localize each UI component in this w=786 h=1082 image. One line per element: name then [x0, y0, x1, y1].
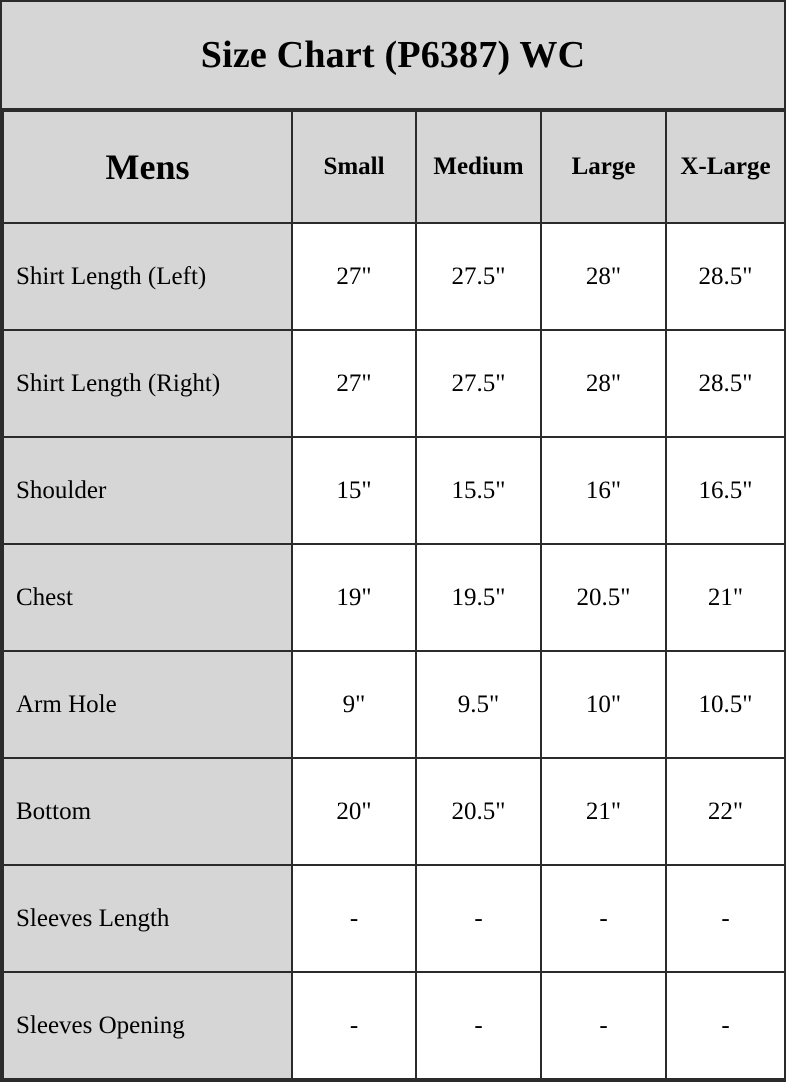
column-header-small: Small: [292, 111, 416, 223]
cell-value: 10": [541, 651, 666, 758]
table-row: [3, 437, 785, 544]
cell-value: 27": [292, 330, 416, 437]
table-row: [3, 972, 785, 1079]
cell-value: 28": [541, 330, 666, 437]
table-row: [3, 223, 785, 330]
cell-value: 28": [541, 223, 666, 330]
table-row: [3, 544, 785, 651]
cell-value: 9": [292, 651, 416, 758]
cell-value: -: [541, 865, 666, 972]
category-header: Mens: [3, 111, 292, 223]
row-label: Shirt Length (Right): [3, 330, 292, 437]
cell-value: -: [541, 972, 666, 1079]
cell-value: -: [416, 865, 541, 972]
cell-value: 9.5": [416, 651, 541, 758]
table-row: [3, 651, 785, 758]
cell-value: 15.5": [416, 437, 541, 544]
table-row: [3, 330, 785, 437]
cell-value: 20": [292, 758, 416, 865]
cell-value: 21": [541, 758, 666, 865]
cell-value: 27.5": [416, 223, 541, 330]
cell-value: 28.5": [666, 223, 785, 330]
cell-value: -: [666, 972, 785, 1079]
table-header-row: [3, 111, 785, 223]
cell-value: -: [292, 865, 416, 972]
cell-value: -: [666, 865, 785, 972]
cell-value: 27": [292, 223, 416, 330]
row-label: Shoulder: [3, 437, 292, 544]
page-title: Size Chart (P6387) WC: [2, 2, 784, 110]
cell-value: 16.5": [666, 437, 785, 544]
cell-value: 21": [666, 544, 785, 651]
cell-value: 20.5": [541, 544, 666, 651]
cell-value: 16": [541, 437, 666, 544]
cell-value: 15": [292, 437, 416, 544]
column-header-medium: Medium: [416, 111, 541, 223]
cell-value: 22": [666, 758, 785, 865]
cell-value: 19": [292, 544, 416, 651]
table-row: [3, 758, 785, 865]
row-label: Sleeves Opening: [3, 972, 292, 1079]
row-label: Sleeves Length: [3, 865, 292, 972]
column-header-large: Large: [541, 111, 666, 223]
cell-value: 27.5": [416, 330, 541, 437]
column-header-xlarge: X-Large: [666, 111, 785, 223]
size-chart-table: [2, 110, 786, 1080]
row-label: Chest: [3, 544, 292, 651]
table-row: [3, 865, 785, 972]
cell-value: 20.5": [416, 758, 541, 865]
row-label: Arm Hole: [3, 651, 292, 758]
cell-value: -: [292, 972, 416, 1079]
cell-value: 28.5": [666, 330, 785, 437]
cell-value: 19.5": [416, 544, 541, 651]
cell-value: -: [416, 972, 541, 1079]
row-label: Shirt Length (Left): [3, 223, 292, 330]
cell-value: 10.5": [666, 651, 785, 758]
row-label: Bottom: [3, 758, 292, 865]
